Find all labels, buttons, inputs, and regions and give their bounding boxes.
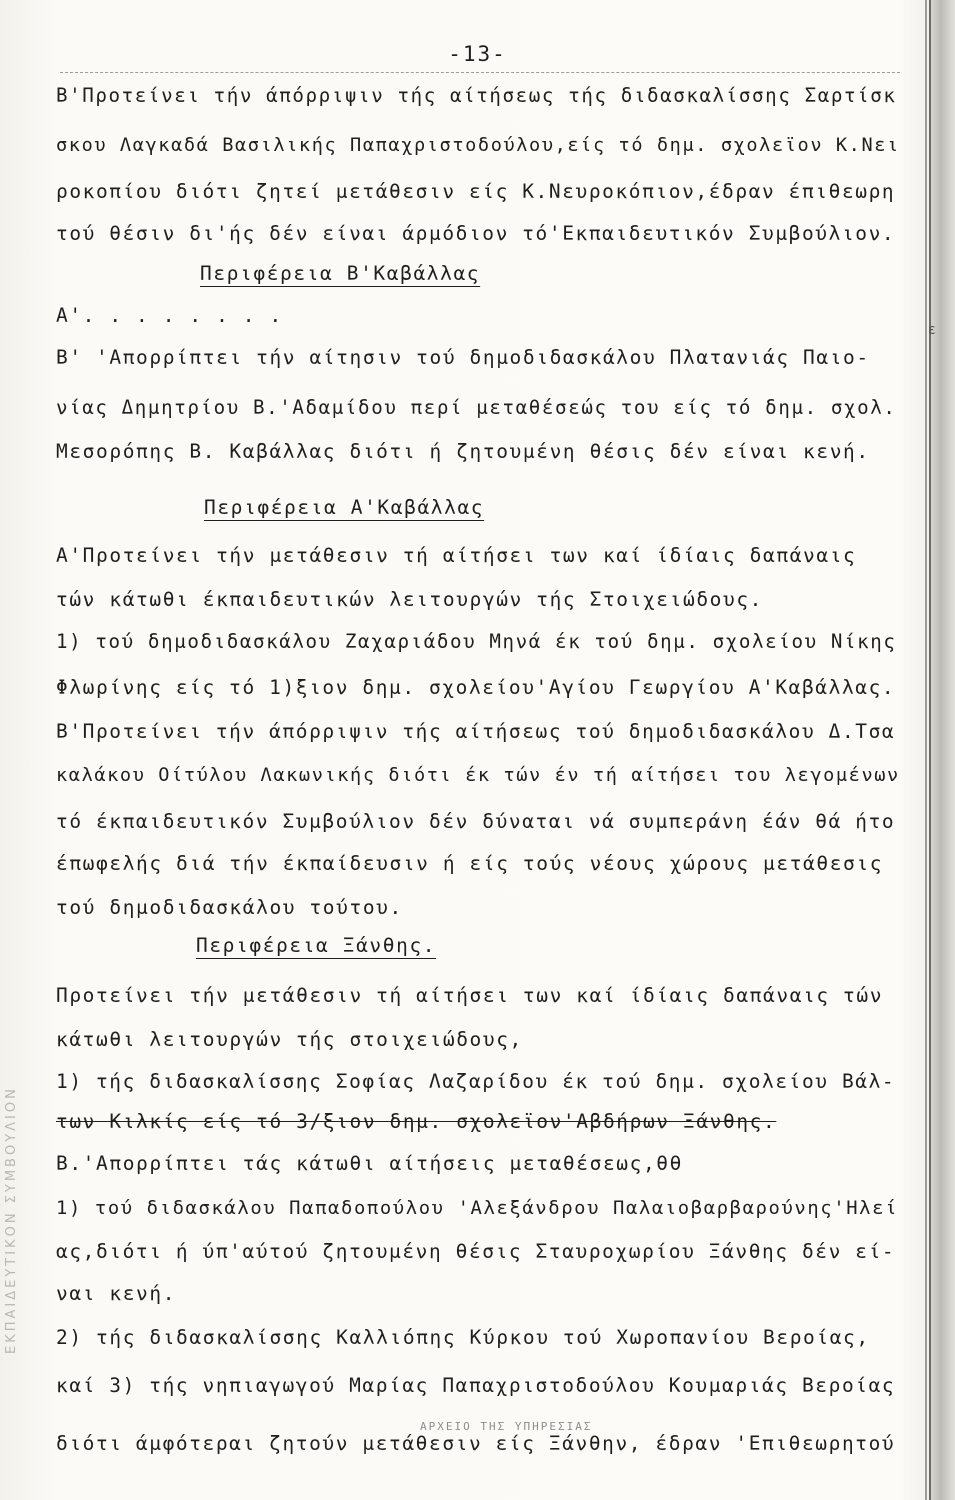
text-line: κάτωθι λειτουργών τής στοιχειώδους, bbox=[56, 1028, 523, 1051]
text-line: τού θέσιν δι'ής δέν είναι άρμόδιον τό'Εκπαιδευτικόν Συμβούλιον. bbox=[56, 222, 896, 245]
faint-stamp: ΑΡΧΕΙΟ ΤΗΣ ΥΠΗΡΕΣΙΑΣ bbox=[420, 1420, 593, 1433]
text-line: Προτείνει τήν μετάθεσιν τή αίτήσει των καί ίδίαις δαπάναις τών bbox=[56, 984, 884, 1007]
text-line: ροκοπίου διότι ζητεί μετάθεσιν είς Κ.Νευροκόπιον,έδραν έπιθεωρη bbox=[56, 180, 896, 203]
text-line: ναι κενή. bbox=[56, 1282, 177, 1305]
text-line: Β' 'Απορρίπτει τήν αίτησιν τού δημοδιδασκάλου Πλατανιάς Παιο- bbox=[56, 346, 870, 369]
text-line: 1) τής διδασκαλίσσης Σοφίας Λαζαρίδου έκ τού δημ. σχολείου Βάλ- bbox=[56, 1070, 896, 1093]
text-line: νίας Δημητρίου Β.'Αδαμίδου περί μεταθέσεώς του είς τό δημ. σχολ. bbox=[56, 396, 897, 419]
text-line: τού δημοδιδασκάλου τούτου. bbox=[56, 896, 403, 919]
text-line: διότι άμφότεραι ζητούν μετάθεσιν είς Ξάνθην, έδραν 'Επιθεωρητού bbox=[56, 1432, 896, 1455]
text-line: σκου Λαγκαδά Βασιλικής Παπαχριστοδούλου,είς τό δημ. σχολεϊον Κ.Νει bbox=[56, 135, 900, 156]
section-heading: Περιφέρεια Α'Καβάλλας bbox=[204, 496, 485, 519]
binding-line bbox=[925, 0, 927, 1500]
text-line: Φλωρίνης είς τό 1)ξιον δημ. σχολείου'Αγίου Γεωργίου Α'Καβάλλας. bbox=[56, 676, 896, 699]
text-line: τών κάτωθι έκπαιδευτικών λειτουργών τής Στοιχειώδους. bbox=[56, 588, 764, 611]
page-number: -13- bbox=[448, 42, 507, 66]
list-item: Α'. . . . . . . . bbox=[56, 304, 283, 327]
margin-mark: ε bbox=[928, 322, 936, 338]
text-line: Β.'Απορρίπτει τάς κάτωθι αίτήσεις μεταθέσεως,θθ bbox=[56, 1152, 683, 1175]
text-line: Α'Προτείνει τήν μετάθεσιν τή αίτήσει των καί ίδίαις δαπάναις bbox=[56, 544, 857, 567]
text-line: 1) τού δημοδιδασκάλου Ζαχαριάδου Μηνά έκ τού δημ. σχολείου Νίκης bbox=[56, 630, 897, 653]
section-heading: Περιφέρεια Β'Καβάλλας bbox=[200, 262, 481, 285]
header-rule bbox=[60, 72, 900, 74]
text-line: έπωφελής διά τήν έκπαίδευσιν ή είς τούς νέους χώρους μετάθεσις bbox=[56, 852, 884, 875]
struck-text-line: των Κιλκίς είς τό 3/ξιον δημ. σχολεϊον'Αβδήρων Ξάνθης. bbox=[56, 1110, 777, 1133]
binding-edge bbox=[929, 0, 955, 1500]
text-line: 1) τού διδασκάλου Παπαδοπούλου 'Αλεξάνδρου Παλαιοβαρβαρούνης'Ηλεί bbox=[56, 1197, 899, 1219]
section-heading: Περιφέρεια Ξάνθης. bbox=[196, 934, 437, 957]
text-line: Β'Προτείνει τήν άπόρριψιν τής αίτήσεως τού δημοδιδασκάλου Δ.Τσα bbox=[56, 720, 896, 743]
text-line: Μεσορόπης Β. Καβάλλας διότι ή ζητουμένη θέσις δέν είναι κενή. bbox=[56, 440, 870, 463]
text-line: καί 3) τής νηπιαγωγού Μαρίας Παπαχριστοδούλου Κουμαριάς Βεροίας bbox=[56, 1374, 896, 1397]
text-line: τό έκπαιδευτικόν Συμβούλιον δέν δύναται νά συμπεράνη έάν θά ήτο bbox=[56, 810, 896, 833]
text-line: Β'Προτείνει τήν άπόρριψιν τής αίτήσεως τής διδασκαλίσσης Σαρτίσκ bbox=[56, 84, 897, 107]
left-margin-stamp: ΕΚΠΑΙΔΕΥΤΙΚΟΝ ΣΥΜΒΟΥΛΙΟΝ bbox=[4, 1086, 19, 1354]
text-line: καλάκου Οίτύλου Λακωνικής διότι έκ τών έν τή αίτήσει του λεγομένων bbox=[56, 765, 900, 786]
text-line: 2) τής διδασκαλίσσης Καλλιόπης Κύρκου τού Χωροπανίου Βεροίας, bbox=[56, 1326, 870, 1349]
text-line: ας,διότι ή ύπ'αύτού ζητουμένη θέσις Σταυροχωρίου Ξάνθης δέν εί- bbox=[56, 1240, 896, 1263]
